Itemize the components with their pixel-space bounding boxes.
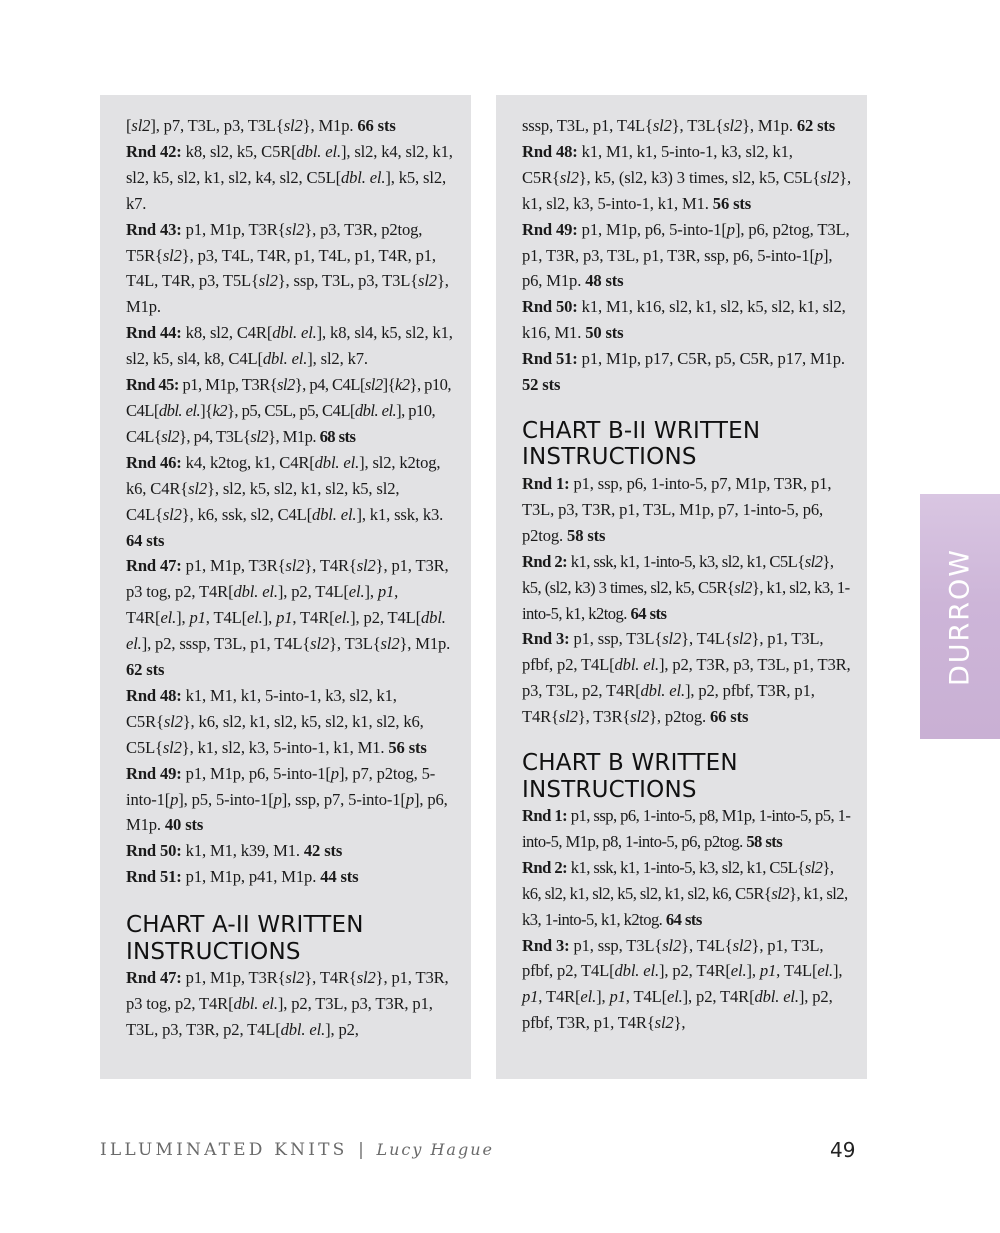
right-text-panel xyxy=(496,95,867,1079)
pattern-line: Rnd 50: k1, M1, k39, M1. 42 sts xyxy=(126,841,343,861)
pattern-line: Rnd 2: k1, ssk, k1, 1-into-5, k3, sl2, k1, C5L{sl2}, k5, (sl2, k3) 3 times, sl2, k5, C5R{sl2}, k1, sl2, k3, 1-into-5, k1, k2tog. 64 sts xyxy=(522,551,850,623)
pattern-line: Rnd 45: p1, M1p, T3R{sl2}, p4, C4L[sl2]{k2}, p10, C4L[dbl. el.]{k2}, p5, C5L, p5, C4L[dbl. el.], p10, C4L{sl2}, p4, T3L{sl2}, M1p. 68 sts xyxy=(126,375,451,446)
pattern-line: Rnd 1: p1, ssp, p6, 1-into-5, p7, M1p, T3R, p1, T3L, p3, T3R, p1, T3L, M1p, p7, 1-into-5, p6, p2tog. 58 sts xyxy=(522,473,832,545)
pattern-line: Rnd 43: p1, M1p, T3R{sl2}, p3, T3R, p2tog, T5R{sl2}, p3, T4L, T4R, p1, T4L, p1, T4R, p1, T4L, T4R, p3, T5L{sl2}, ssp, T3L, p3, T3L{sl2}, M1p. xyxy=(126,219,449,317)
section-title-chart-b: CHART B WRITTEN INSTRUCTIONS xyxy=(522,750,738,803)
left-text-panel xyxy=(100,95,471,1079)
pattern-line: Rnd 42: k8, sl2, k5, C5R[dbl. el.], sl2, k4, sl2, k1, sl2, k5, sl2, k1, sl2, k4, sl2, C5L[dbl. el.], k5, sl2, k7. xyxy=(126,141,453,213)
pattern-line: Rnd 44: k8, sl2, C4R[dbl. el.], k8, sl4, k5, sl2, k1, sl2, k5, sl4, k8, C4L[dbl. el.], sl2, k7. xyxy=(126,323,453,369)
section-title-chart-b2: CHART B-II WRITTEN INSTRUCTIONS xyxy=(522,417,761,471)
pattern-line: Rnd 46: k4, k2tog, k1, C4R[dbl. el.], sl2, k2tog, k6, C4R{sl2}, sl2, k5, sl2, k1, sl2, k5, sl2, C4L{sl2}, k6, ssk, sl2, C4L[dbl. el.], k1, ssk, k3. 64 sts xyxy=(126,452,444,550)
pattern-line: Rnd 47: p1, M1p, T3R{sl2}, T4R{sl2}, p1, T3R, p3 tog, p2, T4R[dbl. el.], p2, T3L, p3, T3R, p1, T3L, p3, T3R, p2, T4L[dbl. el.], p2, xyxy=(126,968,449,1039)
pattern-line: Rnd 48: k1, M1, k1, 5-into-1, k3, sl2, k1, C5R{sl2}, k5, (sl2, k3) 3 times, sl2, k5, C5L{sl2}, k1, sl2, k3, 5-into-1, k1, M1. 56 sts xyxy=(522,141,851,213)
pattern-line: Rnd 49: p1, M1p, p6, 5-into-1[p], p6, p2tog, T3L, p1, T3R, p3, T3L, p1, T3R, ssp, p6, 5-into-1[p], p6, M1p. 48 sts xyxy=(522,219,850,291)
pattern-line: Rnd 3: p1, ssp, T3L{sl2}, T4L{sl2}, p1, T3L, pfbf, p2, T4L[dbl. el.], p2, T4R[el.], p1, T4L[el.], p1, T4R[el.], p1, T4L[el.], p2, T4R[dbl. el.], p2, pfbf, T3R, p1, T4R{sl2}, xyxy=(522,935,843,1033)
pattern-line: [sl2], p7, T3L, p3, T3L{sl2}, M1p. 66 sts xyxy=(126,116,396,135)
section-title-chart-a2: CHART A-II WRITTEN INSTRUCTIONS xyxy=(126,912,364,965)
pattern-line: Rnd 50: k1, M1, k16, sl2, k1, sl2, k5, sl2, k1, sl2, k16, M1. 50 sts xyxy=(522,297,846,343)
footer-separator: | xyxy=(358,1140,364,1160)
left-lines xyxy=(126,113,455,890)
footer-book-info xyxy=(100,1140,494,1160)
pattern-line: sssp, T3L, p1, T4L{sl2}, T3L{sl2}, M1p. 62 sts xyxy=(522,116,836,135)
pattern-line: Rnd 51: p1, M1p, p41, M1p. 44 sts xyxy=(126,867,359,887)
pattern-line: Rnd 47: p1, M1p, T3R{sl2}, T4R{sl2}, p1, T3R, p3 tog, p2, T4R[dbl. el.], p2, T4L[el.], p1, T4R[el.], p1, T4L[el.], p1, T4R[el.], p2, T4L[dbl. el.], p2, sssp, T3L, p1, T4L{sl2}, T3L{sl2}, M1p. 62 sts xyxy=(126,556,451,680)
pattern-line: Rnd 1: p1, ssp, p6, 1-into-5, p8, M1p, 1-into-5, p5, 1-into-5, M1p, p8, 1-into-5, p6, p2tog. 58 sts xyxy=(522,806,851,851)
pattern-line: Rnd 2: k1, ssk, k1, 1-into-5, k3, sl2, k1, C5L{sl2}, k6, sl2, k1, sl2, k5, sl2, k1, sl2, k6, C5R{sl2}, k1, sl2, k3, 1-into-5, k1, k2tog. 64 sts xyxy=(522,857,848,929)
author-name: Lucy Hague xyxy=(376,1140,494,1159)
pattern-line: Rnd 3: p1, ssp, T3L{sl2}, T4L{sl2}, p1, T3L, pfbf, p2, T4L[dbl. el.], p2, T3R, p3, T3L, p1, T3R, p3, T3L, p2, T4R[dbl. el.], p2, pfbf, T3R, p1, T4R{sl2}, T3R{sl2}, p2tog. 66 sts xyxy=(522,629,851,727)
chapter-tab-label: DURROW xyxy=(944,547,976,686)
chapter-side-tab[interactable] xyxy=(920,494,1000,739)
pattern-line: Rnd 51: p1, M1p, p17, C5R, p5, C5R, p17, M1p. 52 sts xyxy=(522,349,845,395)
book-title: ILLUMINATED KNITS xyxy=(100,1140,348,1160)
pattern-line: Rnd 49: p1, M1p, p6, 5-into-1[p], p7, p2tog, 5-into-1[p], p5, 5-into-1[p], ssp, p7, 5-into-1[p], p6, M1p. 40 sts xyxy=(126,763,448,835)
pattern-line: Rnd 48: k1, M1, k1, 5-into-1, k3, sl2, k1, C5R{sl2}, k6, sl2, k1, sl2, k5, sl2, k1, sl2, k6, C5L{sl2}, k1, sl2, k3, 5-into-1, k1, M1. 56 sts xyxy=(126,685,427,757)
page-number: 49 xyxy=(830,1138,856,1162)
